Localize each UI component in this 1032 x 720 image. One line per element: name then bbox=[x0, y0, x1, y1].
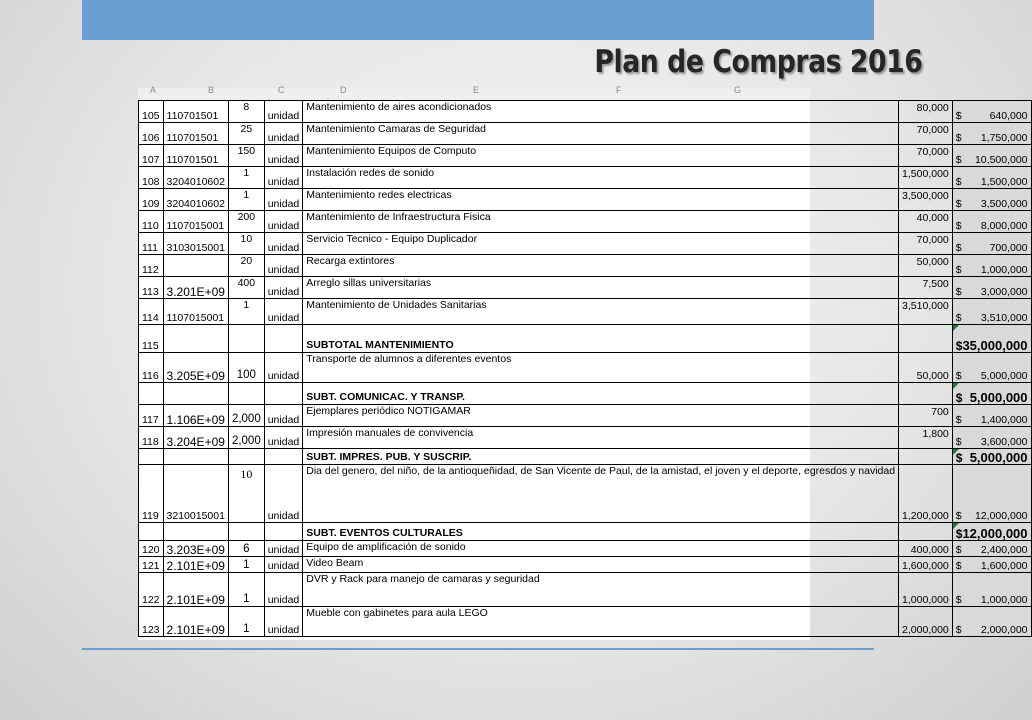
quantity-cell: 25 bbox=[228, 123, 264, 145]
table-row bbox=[139, 189, 1032, 211]
currency-symbol: $ bbox=[955, 594, 962, 606]
row-number-cell: 122 bbox=[139, 573, 164, 607]
row-number-cell: 111 bbox=[139, 233, 164, 255]
quantity-cell: 2,000 bbox=[228, 405, 264, 427]
row-number-cell: 112 bbox=[139, 255, 164, 277]
row-number-cell: 105 bbox=[139, 101, 164, 123]
total-cell bbox=[952, 353, 1031, 383]
money-value bbox=[956, 452, 1028, 464]
unit-cell: unidad bbox=[264, 427, 303, 449]
table-row bbox=[139, 299, 1032, 325]
column-letter: G bbox=[734, 85, 742, 95]
code-cell: 2.101E+09 bbox=[163, 573, 228, 607]
unit-price-cell bbox=[899, 523, 953, 541]
total-cell bbox=[952, 541, 1031, 557]
unit-cell: unidad bbox=[264, 211, 303, 233]
currency-symbol: $ bbox=[955, 132, 962, 144]
column-letter: F bbox=[616, 85, 622, 95]
spreadsheet-image bbox=[138, 85, 1028, 640]
currency-symbol: $ bbox=[955, 339, 963, 353]
unit-cell: unidad bbox=[264, 189, 303, 211]
quantity-cell bbox=[228, 325, 264, 353]
quantity-cell: 1 bbox=[228, 299, 264, 325]
unit-price-cell: 50,000 bbox=[899, 353, 953, 383]
code-cell: 110701501 bbox=[163, 123, 228, 145]
table-row bbox=[139, 233, 1032, 255]
money-value bbox=[956, 198, 1028, 210]
code-cell: 2.101E+09 bbox=[163, 607, 228, 637]
row-number-cell: 107 bbox=[139, 145, 164, 167]
money-value bbox=[956, 242, 1028, 254]
total-amount: 3,500,000 bbox=[980, 198, 1028, 210]
unit-cell: unidad bbox=[264, 277, 303, 299]
code-cell: 3.203E+09 bbox=[163, 541, 228, 557]
total-amount: 8,000,000 bbox=[980, 220, 1028, 232]
unit-cell: unidad bbox=[264, 541, 303, 557]
total-cell bbox=[952, 167, 1031, 189]
total-amount: 1,000,000 bbox=[980, 264, 1028, 276]
row-number-cell: 109 bbox=[139, 189, 164, 211]
quantity-cell: 1 bbox=[228, 167, 264, 189]
total-cell bbox=[952, 145, 1031, 167]
description-cell: DVR y Rack para manejo de camaras y seguridad bbox=[303, 573, 899, 607]
money-value bbox=[956, 436, 1028, 448]
money-value bbox=[956, 132, 1028, 144]
table-row bbox=[139, 427, 1032, 449]
total-cell bbox=[952, 523, 1031, 541]
table-row bbox=[139, 167, 1032, 189]
unit-cell: unidad bbox=[264, 167, 303, 189]
quantity-cell bbox=[228, 449, 264, 465]
description-cell: Instalación redes de sonido bbox=[303, 167, 899, 189]
total-amount: 1,500,000 bbox=[980, 176, 1028, 188]
total-amount: 12,000,000 bbox=[962, 526, 1028, 541]
currency-symbol: $ bbox=[955, 414, 962, 426]
total-amount: 700,000 bbox=[989, 242, 1028, 254]
currency-symbol: $ bbox=[955, 154, 962, 166]
unit-price-cell: 400,000 bbox=[899, 541, 953, 557]
subtotal-row bbox=[139, 325, 1032, 353]
column-letter: E bbox=[473, 85, 480, 95]
unit-price-cell: 1,500,000 bbox=[899, 167, 953, 189]
total-cell bbox=[952, 607, 1031, 637]
total-cell bbox=[952, 277, 1031, 299]
description-cell: Recarga extintores bbox=[303, 255, 899, 277]
quantity-cell: 1 bbox=[228, 607, 264, 637]
unit-price-cell: 1,000,000 bbox=[899, 573, 953, 607]
currency-symbol: $ bbox=[955, 370, 962, 382]
code-cell bbox=[163, 325, 228, 353]
total-amount: 640,000 bbox=[989, 110, 1028, 122]
currency-symbol: $ bbox=[955, 560, 962, 572]
quantity-cell: 2,000 bbox=[228, 427, 264, 449]
total-cell bbox=[952, 233, 1031, 255]
code-cell: 1107015001 bbox=[163, 299, 228, 325]
money-value bbox=[956, 510, 1028, 522]
subtotal-row bbox=[139, 383, 1032, 405]
quantity-cell: 150 bbox=[228, 145, 264, 167]
row-number-cell bbox=[139, 383, 164, 405]
unit-price-cell bbox=[899, 383, 953, 405]
total-cell bbox=[952, 557, 1031, 573]
total-cell bbox=[952, 465, 1031, 523]
purchase-plan-table bbox=[138, 100, 1032, 637]
quantity-cell: 8 bbox=[228, 101, 264, 123]
table-row bbox=[139, 211, 1032, 233]
money-value bbox=[956, 286, 1028, 298]
quantity-cell bbox=[228, 383, 264, 405]
description-cell: Mantenimiento Equipos de Computo bbox=[303, 145, 899, 167]
total-amount: 1,400,000 bbox=[980, 414, 1028, 426]
total-amount: 2,000,000 bbox=[980, 624, 1028, 636]
money-value bbox=[956, 340, 1028, 352]
subtotal-row bbox=[139, 523, 1032, 541]
money-value bbox=[956, 176, 1028, 188]
unit-cell: unidad bbox=[264, 607, 303, 637]
currency-symbol: $ bbox=[955, 544, 962, 556]
column-letter: B bbox=[208, 85, 215, 95]
total-cell bbox=[952, 211, 1031, 233]
row-number-cell: 123 bbox=[139, 607, 164, 637]
currency-symbol: $ bbox=[955, 286, 962, 298]
description-cell: Transporte de alumnos a diferentes eventos bbox=[303, 353, 899, 383]
total-amount: 3,600,000 bbox=[980, 436, 1028, 448]
total-amount: 5,000,000 bbox=[969, 390, 1028, 405]
quantity-cell: 20 bbox=[228, 255, 264, 277]
quantity-cell: 10 bbox=[228, 465, 264, 523]
row-number-cell: 119 bbox=[139, 465, 164, 523]
description-cell: Mueble con gabinetes para aula LEGO bbox=[303, 607, 899, 637]
currency-symbol: $ bbox=[955, 264, 962, 276]
quantity-cell bbox=[228, 523, 264, 541]
subtotal-row bbox=[139, 449, 1032, 465]
unit-cell bbox=[264, 325, 303, 353]
money-value bbox=[956, 560, 1028, 572]
money-value bbox=[956, 312, 1028, 324]
unit-price-cell: 2,000,000 bbox=[899, 607, 953, 637]
unit-cell: unidad bbox=[264, 255, 303, 277]
table-row bbox=[139, 573, 1032, 607]
money-value bbox=[956, 544, 1028, 556]
currency-symbol: $ bbox=[955, 242, 962, 254]
money-value bbox=[956, 528, 1028, 540]
total-amount: 3,000,000 bbox=[980, 286, 1028, 298]
description-cell: Mantenimiento Camaras de Seguridad bbox=[303, 123, 899, 145]
table-row bbox=[139, 405, 1032, 427]
top-accent-bar bbox=[82, 0, 874, 40]
unit-price-cell: 1,600,000 bbox=[899, 557, 953, 573]
unit-cell: unidad bbox=[264, 233, 303, 255]
subtotal-label-cell: SUBTOTAL MANTENIMIENTO bbox=[303, 325, 899, 353]
table-row bbox=[139, 353, 1032, 383]
row-number-cell: 121 bbox=[139, 557, 164, 573]
unit-cell: unidad bbox=[264, 465, 303, 523]
total-amount: 1,600,000 bbox=[980, 560, 1028, 572]
currency-symbol: $ bbox=[955, 198, 962, 210]
total-amount: 12,000,000 bbox=[974, 510, 1028, 522]
row-number-cell: 120 bbox=[139, 541, 164, 557]
total-cell bbox=[952, 189, 1031, 211]
total-cell bbox=[952, 449, 1031, 465]
table-row bbox=[139, 255, 1032, 277]
code-cell: 1.106E+09 bbox=[163, 405, 228, 427]
unit-price-cell bbox=[899, 325, 953, 353]
code-cell: 3210015001 bbox=[163, 465, 228, 523]
money-value bbox=[956, 624, 1028, 636]
total-cell bbox=[952, 427, 1031, 449]
code-cell bbox=[163, 523, 228, 541]
unit-cell: unidad bbox=[264, 299, 303, 325]
quantity-cell: 200 bbox=[228, 211, 264, 233]
currency-symbol: $ bbox=[955, 220, 962, 232]
column-letter: D bbox=[340, 85, 347, 95]
money-value bbox=[956, 370, 1028, 382]
subtotal-label-cell: SUBT. IMPRES. PUB. Y SUSCRIP. bbox=[303, 449, 899, 465]
description-cell: Mantenimiento redes electricas bbox=[303, 189, 899, 211]
table-row bbox=[139, 145, 1032, 167]
bottom-divider bbox=[82, 648, 874, 650]
quantity-cell: 10 bbox=[228, 233, 264, 255]
description-cell: Ejemplares periódico NOTIGAMAR bbox=[303, 405, 899, 427]
code-cell: 110701501 bbox=[163, 101, 228, 123]
row-number-cell: 115 bbox=[139, 325, 164, 353]
row-number-cell: 106 bbox=[139, 123, 164, 145]
unit-cell: unidad bbox=[264, 557, 303, 573]
unit-price-cell: 700 bbox=[899, 405, 953, 427]
subtotal-label-cell: SUBT. EVENTOS CULTURALES bbox=[303, 523, 899, 541]
row-number-cell bbox=[139, 449, 164, 465]
row-number-cell: 108 bbox=[139, 167, 164, 189]
total-amount: 5,000,000 bbox=[969, 450, 1028, 465]
unit-cell: unidad bbox=[264, 145, 303, 167]
description-cell: Servicio Tecnico - Equipo Duplicador bbox=[303, 233, 899, 255]
row-number-cell: 116 bbox=[139, 353, 164, 383]
row-number-cell: 113 bbox=[139, 277, 164, 299]
total-cell bbox=[952, 405, 1031, 427]
total-amount: 3,510,000 bbox=[980, 312, 1028, 324]
description-cell: Video Beam bbox=[303, 557, 899, 573]
currency-symbol: $ bbox=[955, 391, 963, 405]
table-row bbox=[139, 123, 1032, 145]
unit-price-cell: 40,000 bbox=[899, 211, 953, 233]
subtotal-label-cell: SUBT. COMUNICAC. Y TRANSP. bbox=[303, 383, 899, 405]
money-value bbox=[956, 220, 1028, 232]
code-cell: 3.201E+09 bbox=[163, 277, 228, 299]
code-cell: 3204010602 bbox=[163, 167, 228, 189]
code-cell: 2.101E+09 bbox=[163, 557, 228, 573]
description-cell: Mantenimiento de aires acondicionados bbox=[303, 101, 899, 123]
total-amount: 2,400,000 bbox=[980, 544, 1028, 556]
column-letter: C bbox=[278, 85, 285, 95]
quantity-cell: 1 bbox=[228, 573, 264, 607]
description-cell: Equipo de amplificación de sonido bbox=[303, 541, 899, 557]
currency-symbol: $ bbox=[955, 510, 962, 522]
currency-symbol: $ bbox=[955, 451, 963, 465]
table-row bbox=[139, 557, 1032, 573]
quantity-cell: 6 bbox=[228, 541, 264, 557]
unit-cell: unidad bbox=[264, 405, 303, 427]
unit-cell bbox=[264, 449, 303, 465]
unit-price-cell: 1,800 bbox=[899, 427, 953, 449]
money-value bbox=[956, 154, 1028, 166]
total-cell bbox=[952, 573, 1031, 607]
money-value bbox=[956, 264, 1028, 276]
unit-price-cell: 70,000 bbox=[899, 145, 953, 167]
unit-price-cell: 3,500,000 bbox=[899, 189, 953, 211]
total-cell bbox=[952, 101, 1031, 123]
currency-symbol: $ bbox=[955, 110, 962, 122]
description-cell: Dia del genero, del niño, de la antioqueñidad, de San Vicente de Paul, de la amistad, el joven y el deporte, egresdos y navidad bbox=[303, 465, 899, 523]
total-cell bbox=[952, 255, 1031, 277]
unit-price-cell: 3,510,000 bbox=[899, 299, 953, 325]
quantity-cell: 400 bbox=[228, 277, 264, 299]
unit-cell: unidad bbox=[264, 123, 303, 145]
unit-cell bbox=[264, 383, 303, 405]
unit-price-cell: 7,500 bbox=[899, 277, 953, 299]
unit-price-cell: 70,000 bbox=[899, 123, 953, 145]
quantity-cell: 100 bbox=[228, 353, 264, 383]
unit-price-cell: 1,200,000 bbox=[899, 465, 953, 523]
row-number-cell bbox=[139, 523, 164, 541]
unit-price-cell bbox=[899, 449, 953, 465]
slide-title: Plan de Compras 2016 bbox=[593, 44, 922, 80]
currency-symbol: $ bbox=[955, 624, 962, 636]
unit-price-cell: 70,000 bbox=[899, 233, 953, 255]
code-cell: 110701501 bbox=[163, 145, 228, 167]
total-cell bbox=[952, 383, 1031, 405]
currency-symbol: $ bbox=[955, 527, 963, 541]
code-cell: 3.205E+09 bbox=[163, 353, 228, 383]
code-cell bbox=[163, 449, 228, 465]
total-amount: 5,000,000 bbox=[980, 370, 1028, 382]
column-letter: A bbox=[150, 85, 157, 95]
money-value bbox=[956, 414, 1028, 426]
row-number-cell: 118 bbox=[139, 427, 164, 449]
description-cell: Mantenimiento de Unidades Sanitarias bbox=[303, 299, 899, 325]
table-row bbox=[139, 541, 1032, 557]
total-cell bbox=[952, 325, 1031, 353]
total-amount: 35,000,000 bbox=[962, 338, 1028, 353]
money-value bbox=[956, 594, 1028, 606]
code-cell: 1107015001 bbox=[163, 211, 228, 233]
table-row bbox=[139, 101, 1032, 123]
code-cell bbox=[163, 383, 228, 405]
total-cell bbox=[952, 299, 1031, 325]
description-cell: Arreglo sillas universitarias bbox=[303, 277, 899, 299]
unit-price-cell: 80,000 bbox=[899, 101, 953, 123]
quantity-cell: 1 bbox=[228, 557, 264, 573]
total-amount: 1,000,000 bbox=[980, 594, 1028, 606]
total-amount: 10,500,000 bbox=[974, 154, 1028, 166]
row-number-cell: 117 bbox=[139, 405, 164, 427]
table-row bbox=[139, 607, 1032, 637]
currency-symbol: $ bbox=[955, 436, 962, 448]
code-cell: 3.204E+09 bbox=[163, 427, 228, 449]
unit-cell bbox=[264, 523, 303, 541]
unit-cell: unidad bbox=[264, 101, 303, 123]
row-number-cell: 110 bbox=[139, 211, 164, 233]
currency-symbol: $ bbox=[955, 176, 962, 188]
code-cell bbox=[163, 255, 228, 277]
quantity-cell: 1 bbox=[228, 189, 264, 211]
table-row bbox=[139, 465, 1032, 523]
description-cell: Impresión manuales de convivencia bbox=[303, 427, 899, 449]
row-number-cell: 114 bbox=[139, 299, 164, 325]
unit-price-cell: 50,000 bbox=[899, 255, 953, 277]
unit-cell: unidad bbox=[264, 353, 303, 383]
currency-symbol: $ bbox=[955, 312, 962, 324]
unit-cell: unidad bbox=[264, 573, 303, 607]
total-cell bbox=[952, 123, 1031, 145]
code-cell: 3103015001 bbox=[163, 233, 228, 255]
money-value bbox=[956, 110, 1028, 122]
code-cell: 3204010602 bbox=[163, 189, 228, 211]
description-cell: Mantenimiento de Infraestructura Fisica bbox=[303, 211, 899, 233]
table-row bbox=[139, 277, 1032, 299]
total-amount: 1,750,000 bbox=[980, 132, 1028, 144]
money-value bbox=[956, 392, 1028, 404]
